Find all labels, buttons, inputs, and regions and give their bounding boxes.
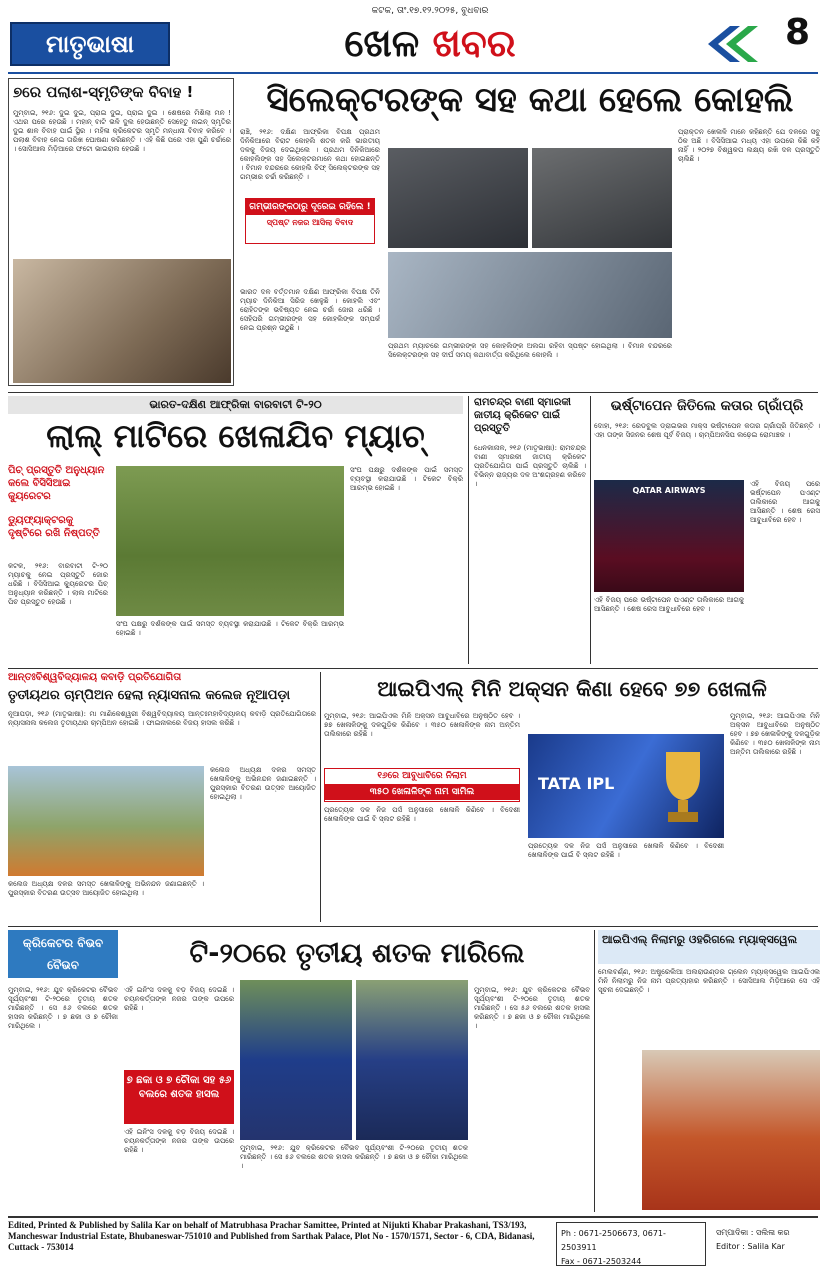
barabati-body-3: ସଂଘ ପକ୍ଷରୁ ଦର୍ଶକଙ୍କ ପାଇଁ ସମସ୍ତ ବ୍ୟବସ୍ଥା କରାଯାଉଛି । ଟିକେଟ ବିକ୍ରି ଆରମ୍ଭ ହୋଇଛି । [350, 466, 463, 492]
ipl-body-4: ମୁମ୍ବାଇ, ୨୧୬: ଆଇପିଏଲ ମିନି ଅକ୍ସନ ଆବୁଧାବିରେ ଅନୁଷ୍ଠିତ ହେବ । ୭୭ ଖେଳାଳିଙ୍କୁ ଦଳଗୁଡ଼ିକ କିଣିବେ । ୩୫୦ ଖେଳାଳିଙ୍କ ନାମ ଅନ୍ତିମ ତାଲିକାରେ ରହିଛି । [730, 712, 820, 756]
f1-photo [594, 480, 744, 592]
kabaddi-kicker: ଆନ୍ତଃବିଶ୍ୱବିଦ୍ୟାଳୟ କବାଡ଼ି ପ୍ରତିଯୋଗିତା [8, 672, 182, 683]
ranji-body: ଧେନକାନାଳ, ୨୧୬ (ମାତୃଭାଷା): ରାମଚନ୍ଦ୍ର ବାଣୀ ସ୍ମାରକୀ ଜାତୀୟ କ୍ରିକେଟ ପ୍ରତିଯୋଗିତା ପାଇଁ ପ୍ରସ୍ତୁତି ଚାଲିଛି । ବିଭିନ୍ନ ରାଜ୍ୟର ଦଳ ଅଂଶଗ୍ରହଣ କରିବେ । [474, 444, 586, 488]
ipl-body: ମୁମ୍ବାଇ, ୨୧୬: ଆଇପିଏଲ ମିନି ଅକ୍ସନ ଆବୁଧାବିରେ ଅନୁଷ୍ଠିତ ହେବ । ୭୭ ଖେଳାଳିଙ୍କୁ ଦଳଗୁଡ଼ିକ କିଣିବେ । ୩୫୦ ଖେଳାଳିଙ୍କ ନାମ ଅନ୍ତିମ ତାଲିକାରେ ରହିଛି । [324, 712, 520, 738]
vaibhav-story [8, 930, 590, 1212]
page-number: 8 [785, 12, 811, 53]
masthead [0, 0, 825, 70]
f1-body: ଦୋହା, ୨୧୬: ରେଡବୁଲ ଡ୍ରାଇଭର ମାକ୍ସ ଭର୍ଷ୍ଟାପେନ କତାର ଗ୍ରାଁପ୍ରି ଜିତିଛନ୍ତି । ଏହା ତାଙ୍କ ସିଜନର ଶେଷ ପୂର୍ବ ବିଜୟ । ଚାମ୍ପିଅନସିପ ଲଢ଼େଇ ରୋମାଞ୍ଚକ । [594, 422, 820, 439]
kohli-photo-2 [532, 148, 672, 248]
barabati-body-2: ସଂଘ ପକ୍ଷରୁ ଦର୍ଶକଙ୍କ ପାଇଁ ସମସ୍ତ ବ୍ୟବସ୍ଥା କରାଯାଉଛି । ଟିକେଟ ବିକ୍ରି ଆରମ୍ଭ ହୋଇଛି । [116, 620, 344, 637]
ranji-headline: ରାମଚନ୍ଦ୍ର ବାଣୀ ସ୍ମାରକୀ ଜାତୀୟ କ୍ରିକେଟ ପାଇଁ ପ୍ରସ୍ତୁତି [474, 397, 571, 434]
section-title-part2: ଖବର [432, 21, 516, 65]
ipl-body-3: ପ୍ରତ୍ୟେକ ଦଳ ନିଜ ପର୍ସ ଅନୁସାରେ ଖେଳାଳି କିଣିବେ । ବିଦେଶୀ ଖେଳାଳିଙ୍କ ପାଇଁ ବି ସ୍ଲଟ ରହିଛି । [528, 842, 724, 859]
brand-chevron-icon [690, 22, 780, 66]
ipl-kicker-box [324, 768, 520, 802]
kohli-body-col2: ଭାରତ ଦଳ ବର୍ତ୍ତମାନ ଦକ୍ଷିଣ ଆଫ୍ରିକା ବିପକ୍ଷ ତିନି ମ୍ୟାଚ ଦିନିକିଆ ସିରିଜ ଖେଳୁଛି । କୋହଲି ଏବଂ ରୋହିତଙ୍କ ଭବିଷ୍ୟତ ନେଇ ଚର୍ଚ୍ଚା ଜୋର ଧରିଛି । ସେହିପରି ଗମ୍ଭୀରଙ୍କ ସହ କୋହଲିଙ୍କ ସମ୍ପର୍କ ନେଇ ପ୍ରଶ୍ନ ଉଠୁଛି । [240, 288, 380, 332]
footer-contact [556, 1222, 706, 1266]
ipl-body-2: ପ୍ରତ୍ୟେକ ଦଳ ନିଜ ପର୍ସ ଅନୁସାରେ ଖେଳାଳି କିଣିବେ । ବିଦେଶୀ ଖେଳାଳିଙ୍କ ପାଇଁ ବି ସ୍ଲଟ ରହିଛି । [324, 806, 520, 823]
maxwell-story [598, 930, 820, 1212]
ipl-headline: ଆଇପିଏଲ୍ ମିନି ଅକ୍ସନ କିଣା ହେବେ ୭୭ ଖେଳାଳି [377, 677, 767, 701]
dateline: କଟକ, ତାଂ.୧୭.୧୨.୨୦୨୫, ବୁଧବାର [371, 6, 489, 16]
vaibhav-body-2: ଏହି ଇନିଂସ ଦଳକୁ ବଡ଼ ବିଜୟ ଦେଇଛି । ଚୟନକର୍ତ୍ତାଙ୍କ ନଜର ତାଙ୍କ ଉପରେ ରହିଛି । [124, 986, 234, 1012]
f1-banner-text: QATAR AIRWAYS [632, 486, 706, 495]
kohli-kicker [245, 198, 375, 244]
vaibhav-highlight: ୭ ଛକା ଓ ୭ ଚୌକା ସହ ୫୬ ବଲରେ ଶତକ ହାସଲ [124, 1070, 234, 1124]
section-title-part1: ଖେଳ [344, 21, 433, 65]
vaibhav-body-4: ମୁମ୍ବାଇ, ୨୧୬: ଯୁବ କ୍ରିକେଟର ବୈଭବ ସୂର୍ଯ୍ୟବଂଶୀ ଟି-୨୦ରେ ତୃତୀୟ ଶତକ ମାରିଛନ୍ତି । ସେ ୫୬ ବଲରେ ଶତକ ହାସଲ କରିଛନ୍ତି । ୭ ଛକା ଓ ୭ ଚୌକା ମାରିଥିଲେ । [240, 1144, 468, 1170]
kabaddi-headline: ତୃତୀୟଥର ଚାମ୍ପିଅନ ହେଲା ନ୍ୟାସନାଲ କଲେଜ ନୂଆପଡ଼ା [8, 688, 291, 703]
kohli-body-col4: ପ୍ରାକ୍ତନ ଖେଳାଳି ମାନେ କହିଛନ୍ତି ଯେ ଦଳରେ ସବୁ ଠିକ ଅଛି । ବିସିସିଆଇ ମଧ୍ୟ ଏହା ଉପରେ କିଛି କହି ନାହିଁ । ୨୦୨୭ ବିଶ୍ୱକପ ଲକ୍ଷ୍ୟ ରଖି ଦଳ ପ୍ରସ୍ତୁତି ଚାଲିଛି । [678, 128, 820, 163]
barabati-kicker: ଭାରତ-ଦକ୍ଷିଣ ଆଫ୍ରିକା ବାରବାଟୀ ଟି-୨୦ [8, 396, 463, 414]
kohli-kicker-text: ଗମ୍ଭୀରଙ୍କଠାରୁ ଦୂରେଇ ରହିଲେ ! [246, 199, 374, 215]
kabaddi-photo [8, 766, 204, 876]
f1-story [594, 396, 820, 664]
footer-editor-odia: ସମ୍ପାଦିକା : ସଲିଳା କର [716, 1228, 790, 1237]
wedding-body: ମୁମ୍ବାଇ, ୨୧୬: ଦୁଇ ଦୁଇ, ପ୍ରାଇ ଦୁଇ, ପ୍ରାଇ ଦୁଇ । ଶେଷରେ ମିଶିଲା ମନ ! ଏଥର ପରେ ହେଉଛି । ମହାନ୍ ବାଟି ଭଳି ଦୁଲ ହେଉଛନ୍ତି ସେହେତୁ ନାଇନ୍ ସ୍ମୃତିର ଦୁଇ ଶାଳ ବିବାହ ପାଇଁ ସ୍ଥିର । ମହିଳା କ୍ରିକେଟର ସ୍ମୃତି ମନ୍ଧାନା ବିବାହ କରିବେ । ପଲାଶ ବିବାହ ନେଇ ତାରିଖ ଘୋଷଣା କରିଛନ୍ତି । ଏହି କିଛି ପରେ ଏହା ପୁଣି ଚର୍ଚ୍ଚାରେ । ସୋସିଆଲ ମିଡ଼ିଆରେ ଫଟୋ ଭାଇରାଲ ହେଉଛି । [13, 109, 231, 153]
kohli-story [240, 78, 820, 386]
footer-editor [712, 1222, 818, 1266]
barabati-headline: ଲାଲ୍ ମାଟିରେ ଖେଳାଯିବ ମ୍ୟାଚ୍ [46, 417, 425, 455]
f1-headline: ଭର୍ଷ୍ଟାପେନ ଜିତିଲେ କତାର ଗ୍ରାଁପ୍ରି [610, 398, 804, 414]
vaibhav-photo-2 [356, 980, 468, 1140]
maxwell-body: ମେଲବର୍ଣ୍ଣ, ୨୧୬: ଅଷ୍ଟ୍ରେଲିଆ ଅଲରାଉଣ୍ଡର ଗ୍ଲେନ ମ୍ୟାକ୍ସୱେଲ ଆଇପିଏଲ ମିନି ନିଲାମରୁ ନିଜ ନାମ ପ୍ରତ୍ୟାହାର କରିଛନ୍ତି । ସୋସିଆଲ ମିଡ଼ିଆରେ ସେ ଏହି ସୂଚନା ଦେଇଛନ୍ତି । [598, 968, 820, 994]
kabaddi-body: ନୂଆପଡ଼ା, ୨୧୬ (ମାତୃଭାଷା): ମା ମାଣିକେଶ୍ୱରୀ ବିଶ୍ୱବିଦ୍ୟାଳୟ ଆନ୍ତଃମହାବିଦ୍ୟାଳୟ କବାଡ଼ି ପ୍ରତିଯୋଗିତାରେ ନ୍ୟାସନାଲ କଲେଜ ତୃତୀୟଥର ଚାମ୍ପିଅନ ହୋଇଛି । ଫାଇନାଲରେ ବିଜୟ ହାସଲ କରିଛି । [8, 710, 316, 727]
ipl-kicker: ୧୬ରେ ଆବୁଧାବିରେ ନିଲାମ [377, 771, 467, 781]
maxwell-photo [642, 1050, 820, 1210]
footer-editor-en: Editor : Salila Kar [716, 1242, 785, 1251]
barabati-story [8, 396, 463, 664]
kohli-body-col1: ରାଞ୍ଚି, ୨୧୬: ଦକ୍ଷିଣ ଆଫ୍ରିକା ବିପକ୍ଷ ପ୍ରଥମ ଦିନିକିଆରେ ବିରାଟ କୋହଲି ଶତକ କରି ଭାରତୀୟ ଦଳକୁ ବିଜୟ ଦେଇଥିଲେ । ପ୍ରଥମ ଦିନିକିଆରେ କୋହଲିଙ୍କ ସହ ସିଲେକ୍ଟରମାନେ କଥା ହୋଇଛନ୍ତି । ବିମାନ ବନ୍ଦରରେ କୋହଲି ଚିଫ୍ ସିଲେକ୍ଟରଙ୍କ ସହ ଗମ୍ଭୀର ଚର୍ଚ୍ଚା କରିଛନ୍ତି । [240, 128, 380, 181]
footer-imprint: Edited, Printed & Published by Salila Kar on behalf of Matrubhasa Prachar Samittee, Printed at Nijukti Khabar Prakashani, TS3/193, Mancheswar Industrial Estate, Bhubaneswar-751010 and Published from Sarthak Palace, Plot No - 1570/1571, Sector - 6, CDA, Bidanasi, Cuttack - 753014 [8, 1220, 535, 1252]
paper-logo: ମାତୃଭାଷା [10, 22, 170, 66]
ipl-subkicker: ୩୫୦ ଖେଳାଳିଙ୍କ ନାମ ସାମିଲ [325, 784, 519, 800]
kabaddi-body-3: କଲେଜ ଅଧ୍ୟକ୍ଷ ଦଳର ସମସ୍ତ ଖେଳାଳିଙ୍କୁ ଅଭିନନ୍ଦନ ଜଣାଇଛନ୍ତି । ପୁରସ୍କାର ବିତରଣ ଉତ୍ସବ ଆୟୋଜିତ ହୋଇଥିଲା । [8, 880, 204, 897]
trophy-icon [658, 748, 708, 826]
kohli-body-col3: ପ୍ରଥମ ମ୍ୟାଚରେ ଗମ୍ଭୀରଙ୍କ ସହ କୋହଲିଙ୍କ ଅଲଗା ରହିବା ସ୍ପଷ୍ଟ ହୋଇଥିଲା । ବିମାନ ବନ୍ଦରରେ ସିଲେକ୍ଟରଙ୍କ ସହ ଦୀର୍ଘ ସମୟ କଥାବାର୍ତ୍ତା କରିଥିଲେ କୋହଲି । [388, 342, 672, 359]
barabati-bullet-2: ଡ୍ୟୁଫ୍ୟାକ୍ଟରକୁ ଦୃଷ୍ଟିରେ ରଖି ନିଷ୍ପତ୍ତି [8, 515, 100, 539]
kohli-subkicker-text: ସ୍ପଷ୍ଟ ନଜର ଆସିଲା ବିବାଦ [266, 218, 354, 227]
kohli-headline: ସିଲେକ୍ଟରଙ୍କ ସହ କଥା ହେଲେ କୋହଲି [266, 80, 794, 120]
footer-fax: Fax - 0671-2503244 [561, 1257, 642, 1266]
wedding-photo [13, 259, 231, 383]
ipl-trophy-photo [528, 734, 724, 838]
section-title [310, 20, 550, 66]
ipl-logo-text: TATA IPL [538, 774, 615, 793]
vaibhav-headline: ଟି-୨୦ରେ ତୃତୀୟ ଶତକ ମାରିଲେ [189, 938, 525, 969]
barabati-photo [116, 466, 344, 616]
vaibhav-body-5: ମୁମ୍ବାଇ, ୨୧୬: ଯୁବ କ୍ରିକେଟର ବୈଭବ ସୂର୍ଯ୍ୟବଂଶୀ ଟି-୨୦ରେ ତୃତୀୟ ଶତକ ମାରିଛନ୍ତି । ସେ ୫୬ ବଲରେ ଶତକ ହାସଲ କରିଛନ୍ତି । ୭ ଛକା ଓ ୭ ଚୌକା ମାରିଥିଲେ । [474, 986, 590, 1030]
vaibhav-kicker: କ୍ରିକେଟର ବିଭବ ବୈଭବ [8, 930, 118, 978]
wedding-headline: ୭ରେ ପଲାଶ-ସ୍ମୃତିଙ୍କ ବିବାହ ! [13, 83, 194, 101]
vaibhav-photo-1 [240, 980, 352, 1140]
ipl-story [324, 672, 820, 922]
ranji-story [474, 396, 586, 664]
barabati-bullet-1: ପିଚ୍ ପ୍ରସ୍ତୁତି ଅନୁଧ୍ୟାନ କଲେ ବିସିସିଆଇ କ୍ୟୁରେଟର [8, 465, 105, 502]
f1-body-2: ଏହି ବିଜୟ ପରେ ଭର୍ଷ୍ଟାପେନ ପଏଣ୍ଟ ତାଲିକାରେ ଆଗକୁ ଆସିଛନ୍ତି । ଶେଷ ରେସ ଆବୁଧାବିରେ ହେବ । [750, 480, 820, 524]
kohli-photo-3 [388, 252, 672, 338]
barabati-body: କଟକ, ୨୧୬: ବାରବାଟୀ ଟି-୨୦ ମ୍ୟାଚକୁ ନେଇ ପ୍ରସ୍ତୁତି ଜୋର ଧରିଛି । ବିସିସିଆଇ କ୍ୟୁରେଟର ପିଚ୍ ଅନୁଧ୍ୟାନ କରିଛନ୍ତି । ଲାଲ ମାଟିରେ ପିଚ ପ୍ରସ୍ତୁତ ହେଉଛି । [8, 562, 108, 606]
kohli-photo-1 [388, 148, 528, 248]
vaibhav-body: ମୁମ୍ବାଇ, ୨୧୬: ଯୁବ କ୍ରିକେଟର ବୈଭବ ସୂର୍ଯ୍ୟବଂଶୀ ଟି-୨୦ରେ ତୃତୀୟ ଶତକ ମାରିଛନ୍ତି । ସେ ୫୬ ବଲରେ ଶତକ ହାସଲ କରିଛନ୍ତି । ୭ ଛକା ଓ ୭ ଚୌକା ମାରିଥିଲେ । [8, 986, 118, 1030]
kabaddi-body-2: କଲେଜ ଅଧ୍ୟକ୍ଷ ଦଳର ସମସ୍ତ ଖେଳାଳିଙ୍କୁ ଅଭିନନ୍ଦନ ଜଣାଇଛନ୍ତି । ପୁରସ୍କାର ବିତରଣ ଉତ୍ସବ ଆୟୋଜିତ ହୋଇଥିଲା । [210, 766, 316, 801]
footer-phone: Ph : 0671-2506673, 0671-2503911 [561, 1229, 666, 1252]
kabaddi-story [8, 672, 316, 922]
maxwell-headline: ଆଇପିଏଲ୍ ନିଲାମରୁ ଓହରିଗଲେ ମ୍ୟାକ୍ସୱେଲ [598, 930, 820, 964]
vaibhav-body-3: ଏହି ଇନିଂସ ଦଳକୁ ବଡ଼ ବିଜୟ ଦେଇଛି । ଚୟନକର୍ତ୍ତାଙ୍କ ନଜର ତାଙ୍କ ଉପରେ ରହିଛି । [124, 1128, 234, 1154]
f1-body-3: ଏହି ବିଜୟ ପରେ ଭର୍ଷ୍ଟାପେନ ପଏଣ୍ଟ ତାଲିକାରେ ଆଗକୁ ଆସିଛନ୍ତି । ଶେଷ ରେସ ଆବୁଧାବିରେ ହେବ । [594, 596, 744, 613]
wedding-story [8, 78, 234, 386]
footer [8, 1220, 818, 1268]
